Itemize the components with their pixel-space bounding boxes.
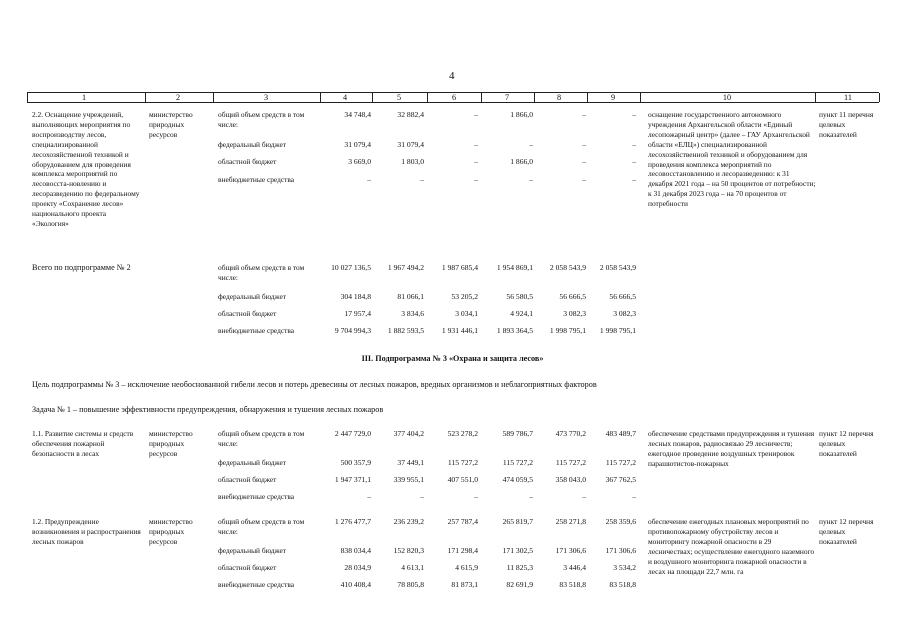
row11-source-label: внебюджетные средства: [218, 492, 295, 501]
row12-source-label: федеральный бюджет: [218, 546, 287, 555]
header-column-divider: [320, 93, 321, 102]
section-title: III. Подпрограмма № 3 «Охрана и защита лесов»: [361, 354, 544, 363]
row11-value-cell: –: [474, 492, 478, 501]
row22-value-cell: –: [582, 175, 586, 184]
row11-source-label: федеральный бюджет: [218, 458, 287, 467]
total2-source-label: областной бюджет: [218, 309, 277, 318]
row22-source-label: областной бюджет: [218, 157, 277, 166]
total2-source-label: общий объем средств в том числе:: [218, 263, 305, 282]
header-column-divider: [640, 93, 641, 102]
row11-value-cell: 483 489,7: [605, 429, 636, 438]
total2-value-cell: 53 205,2: [451, 292, 478, 301]
header-column-number: 9: [610, 93, 616, 102]
header-column-number: 6: [451, 93, 457, 102]
header-column-number: 11: [844, 93, 852, 102]
total2-value-cell: 17 957,4: [344, 309, 371, 318]
row11-value-cell: –: [582, 492, 586, 501]
row12-value-cell: 258 271,8: [555, 517, 586, 526]
total2-value-cell: 1 882 593,5: [387, 326, 424, 335]
total-2-label: Всего по подпрограмме № 2: [32, 263, 131, 272]
row12-value-cell: 83 518,8: [609, 580, 636, 589]
row12-value-cell: 4 615,9: [455, 563, 478, 572]
row-12-result: обеспечение ежегодных плановых мероприятий по противопожарному обустройству лесов и мониторингу пожарной опасности в 29 лесничествах; осуществление ежегодного наземного и воздушного мониторинга пожарной опасности в лесах на площади 22,7 млн. га: [648, 517, 815, 576]
header-column-number: 3: [263, 93, 269, 102]
row22-value-cell: –: [474, 175, 478, 184]
row12-value-cell: 171 298,4: [447, 546, 478, 555]
header-column-divider: [534, 93, 535, 102]
total2-value-cell: 3 082,3: [563, 309, 586, 318]
row12-value-cell: 78 805,8: [397, 580, 424, 589]
total2-value-cell: 3 834,6: [401, 309, 424, 318]
row22-value-cell: –: [474, 157, 478, 166]
row12-value-cell: 171 306,6: [555, 546, 586, 555]
header-column-number: 2: [175, 93, 181, 102]
row22-value-cell: 3 669,0: [348, 157, 371, 166]
row12-value-cell: 171 302,5: [502, 546, 533, 555]
row11-value-cell: 473 770,2: [555, 429, 586, 438]
row22-source-label: общий объем средств в том числе:: [218, 110, 305, 129]
total2-value-cell: 4 924,1: [510, 309, 533, 318]
total2-value-cell: 1 967 494,2: [387, 263, 424, 272]
subprogram-goal: Цель подпрограммы № 3 – исключение необоснованной гибели лесов и потерь древесины от лесных пожаров, вредных организмов и неблагоприятных факторов: [32, 380, 597, 389]
total2-value-cell: 3 082,3: [613, 309, 636, 318]
row12-value-cell: 28 034,9: [344, 563, 371, 572]
row22-value-cell: –: [632, 157, 636, 166]
header-column-number: 4: [342, 93, 348, 102]
row-11-description: 1.1. Развитие системы и средств обеспечения пожарной безопасности в лесах: [32, 429, 134, 458]
row12-value-cell: 1 276 477,7: [334, 517, 371, 526]
row22-value-cell: –: [420, 175, 424, 184]
row-22-description: 2.2. Оснащение учреждений, выполняющих мероприятия по воспроизводству лесов, специализированной лесохозяйственной техникой и оборудованием для проведения комплекса мероприятий по лесовосста-новлению и лесоразведению по федеральному проекту «Сохранение лесов» национального проекта «Экология»: [32, 110, 140, 228]
row22-value-cell: –: [474, 140, 478, 149]
row22-value-cell: 31 079,4: [344, 140, 371, 149]
row-12-executor: министерство природных ресурсов: [149, 517, 193, 546]
row11-value-cell: 339 955,1: [393, 475, 424, 484]
row22-value-cell: 32 882,4: [397, 110, 424, 119]
total2-value-cell: 1 893 364,5: [496, 326, 533, 335]
row-22-executor: министерство природных ресурсов: [149, 110, 193, 139]
total2-value-cell: 56 666,5: [559, 292, 586, 301]
row11-value-cell: 115 727,2: [502, 458, 533, 467]
header-column-divider: [587, 93, 588, 102]
row11-value-cell: 367 762,5: [605, 475, 636, 484]
row22-value-cell: 1 803,0: [401, 157, 424, 166]
header-column-number: 1: [81, 93, 87, 102]
row12-value-cell: 410 408,4: [340, 580, 371, 589]
total2-value-cell: 1 954 869,1: [496, 263, 533, 272]
header-column-divider: [427, 93, 428, 102]
row22-value-cell: –: [582, 140, 586, 149]
row12-value-cell: 257 787,4: [447, 517, 478, 526]
row12-source-label: областной бюджет: [218, 563, 277, 572]
subprogram-task: Задача № 1 – повышение эффективности предупреждения, обнаружения и тушения лесных пожаров: [32, 405, 384, 414]
row22-value-cell: 1 866,0: [510, 110, 533, 119]
total2-value-cell: 56 580,5: [506, 292, 533, 301]
row22-value-cell: 34 748,4: [344, 110, 371, 119]
row12-value-cell: 265 819,7: [502, 517, 533, 526]
total2-value-cell: 2 058 543,9: [549, 263, 586, 272]
row22-value-cell: –: [582, 157, 586, 166]
row11-source-label: областной бюджет: [218, 475, 277, 484]
page-number: 4: [449, 70, 455, 82]
total2-value-cell: 3 034,1: [455, 309, 478, 318]
row12-source-label: общий объем средств в том числе:: [218, 517, 305, 536]
row11-value-cell: 1 947 371,1: [334, 475, 371, 484]
row-12-indicator: пункт 12 перечня целевых показателей: [819, 517, 874, 546]
header-column-divider: [481, 93, 482, 102]
row11-value-cell: 377 404,2: [393, 429, 424, 438]
row11-value-cell: 115 727,2: [555, 458, 586, 467]
row11-value-cell: 115 727,2: [605, 458, 636, 467]
row11-value-cell: –: [420, 492, 424, 501]
row11-value-cell: 500 357,9: [340, 458, 371, 467]
total2-value-cell: 81 066,1: [397, 292, 424, 301]
row11-value-cell: 407 551,0: [447, 475, 478, 484]
row12-value-cell: 4 613,1: [401, 563, 424, 572]
row12-value-cell: 152 820,3: [393, 546, 424, 555]
row12-value-cell: 3 446,4: [563, 563, 586, 572]
total2-source-label: федеральный бюджет: [218, 292, 287, 301]
total2-source-label: внебюджетные средства: [218, 326, 295, 335]
row12-value-cell: 82 691,9: [506, 580, 533, 589]
row11-value-cell: 358 043,0: [555, 475, 586, 484]
row22-value-cell: 1 866,0: [510, 157, 533, 166]
row22-value-cell: –: [529, 140, 533, 149]
row22-value-cell: –: [529, 175, 533, 184]
row22-value-cell: –: [632, 140, 636, 149]
row-11-executor: министерство природных ресурсов: [149, 429, 193, 458]
total2-value-cell: 10 027 136,5: [331, 263, 371, 272]
row12-value-cell: 3 534,2: [613, 563, 636, 572]
row11-value-cell: 2 447 729,0: [334, 429, 371, 438]
total2-value-cell: 2 058 543,9: [599, 263, 636, 272]
row12-value-cell: 236 239,2: [393, 517, 424, 526]
row11-value-cell: 37 449,1: [397, 458, 424, 467]
row11-value-cell: 523 278,2: [447, 429, 478, 438]
header-column-number: 5: [396, 93, 402, 102]
row-22-result: оснащение государственного автономного учреждения Архангельской области «Единый лесопожарный центр» (далее – ГАУ Архангельской области «ЕЛЦ») специализированной лесохозяйственной техникой и оборудованием для проведения комплекса мероприятий по лесовосстановлению и лесоразведению: к 31 декабря 2021 года – на 50 процентов от потребности; к 31 декабря 2023 года – на 70 процентов от потребности: [648, 110, 816, 209]
header-column-divider: [879, 93, 880, 102]
row11-value-cell: 474 059,5: [502, 475, 533, 484]
header-column-number: 8: [556, 93, 562, 102]
header-column-divider: [145, 93, 146, 102]
row-11-indicator: пункт 12 перечня целевых показателей: [819, 429, 874, 458]
row22-value-cell: –: [474, 110, 478, 119]
total2-value-cell: 1 931 446,1: [441, 326, 478, 335]
row22-source-label: внебюджетные средства: [218, 175, 295, 184]
row12-value-cell: 83 518,8: [559, 580, 586, 589]
total2-value-cell: 1 998 795,1: [549, 326, 586, 335]
row11-source-label: общий объем средств в том числе:: [218, 429, 305, 448]
row22-value-cell: –: [367, 175, 371, 184]
total2-value-cell: 1 998 795,1: [599, 326, 636, 335]
row22-value-cell: –: [632, 175, 636, 184]
row11-value-cell: –: [367, 492, 371, 501]
row12-value-cell: 11 825,3: [506, 563, 533, 572]
total2-value-cell: 9 704 994,3: [334, 326, 371, 335]
row-11-result: обеспечение средствами предупреждения и тушения лесных пожаров, радиосвязью 29 лесничеств; ежегодное проведение воздушных тренировок парашютистов-пожарных: [648, 429, 815, 468]
header-column-number: 10: [722, 93, 732, 102]
row22-source-label: федеральный бюджет: [218, 140, 287, 149]
header-column-divider: [213, 93, 214, 102]
header-column-divider: [27, 93, 28, 102]
total2-value-cell: 1 987 685,4: [441, 263, 478, 272]
total2-value-cell: 56 666,5: [609, 292, 636, 301]
row11-value-cell: –: [529, 492, 533, 501]
row22-value-cell: –: [632, 110, 636, 119]
row-22-indicator: пункт 11 перечня целевых показателей: [819, 110, 874, 139]
row11-value-cell: 589 786,7: [502, 429, 533, 438]
row11-value-cell: 115 727,2: [447, 458, 478, 467]
row11-value-cell: –: [632, 492, 636, 501]
header-column-divider: [372, 93, 373, 102]
row22-value-cell: 31 079,4: [397, 140, 424, 149]
row22-value-cell: –: [582, 110, 586, 119]
row12-value-cell: 258 359,6: [605, 517, 636, 526]
row12-value-cell: 171 306,6: [605, 546, 636, 555]
total2-value-cell: 304 184,8: [340, 292, 371, 301]
header-column-divider: [815, 93, 816, 102]
row12-value-cell: 838 034,4: [340, 546, 371, 555]
row-12-description: 1.2. Предупреждение возникновения и распространения лесных пожаров: [32, 517, 141, 546]
header-column-number: 7: [504, 93, 510, 102]
row12-value-cell: 81 873,1: [451, 580, 478, 589]
row12-source-label: внебюджетные средства: [218, 580, 295, 589]
